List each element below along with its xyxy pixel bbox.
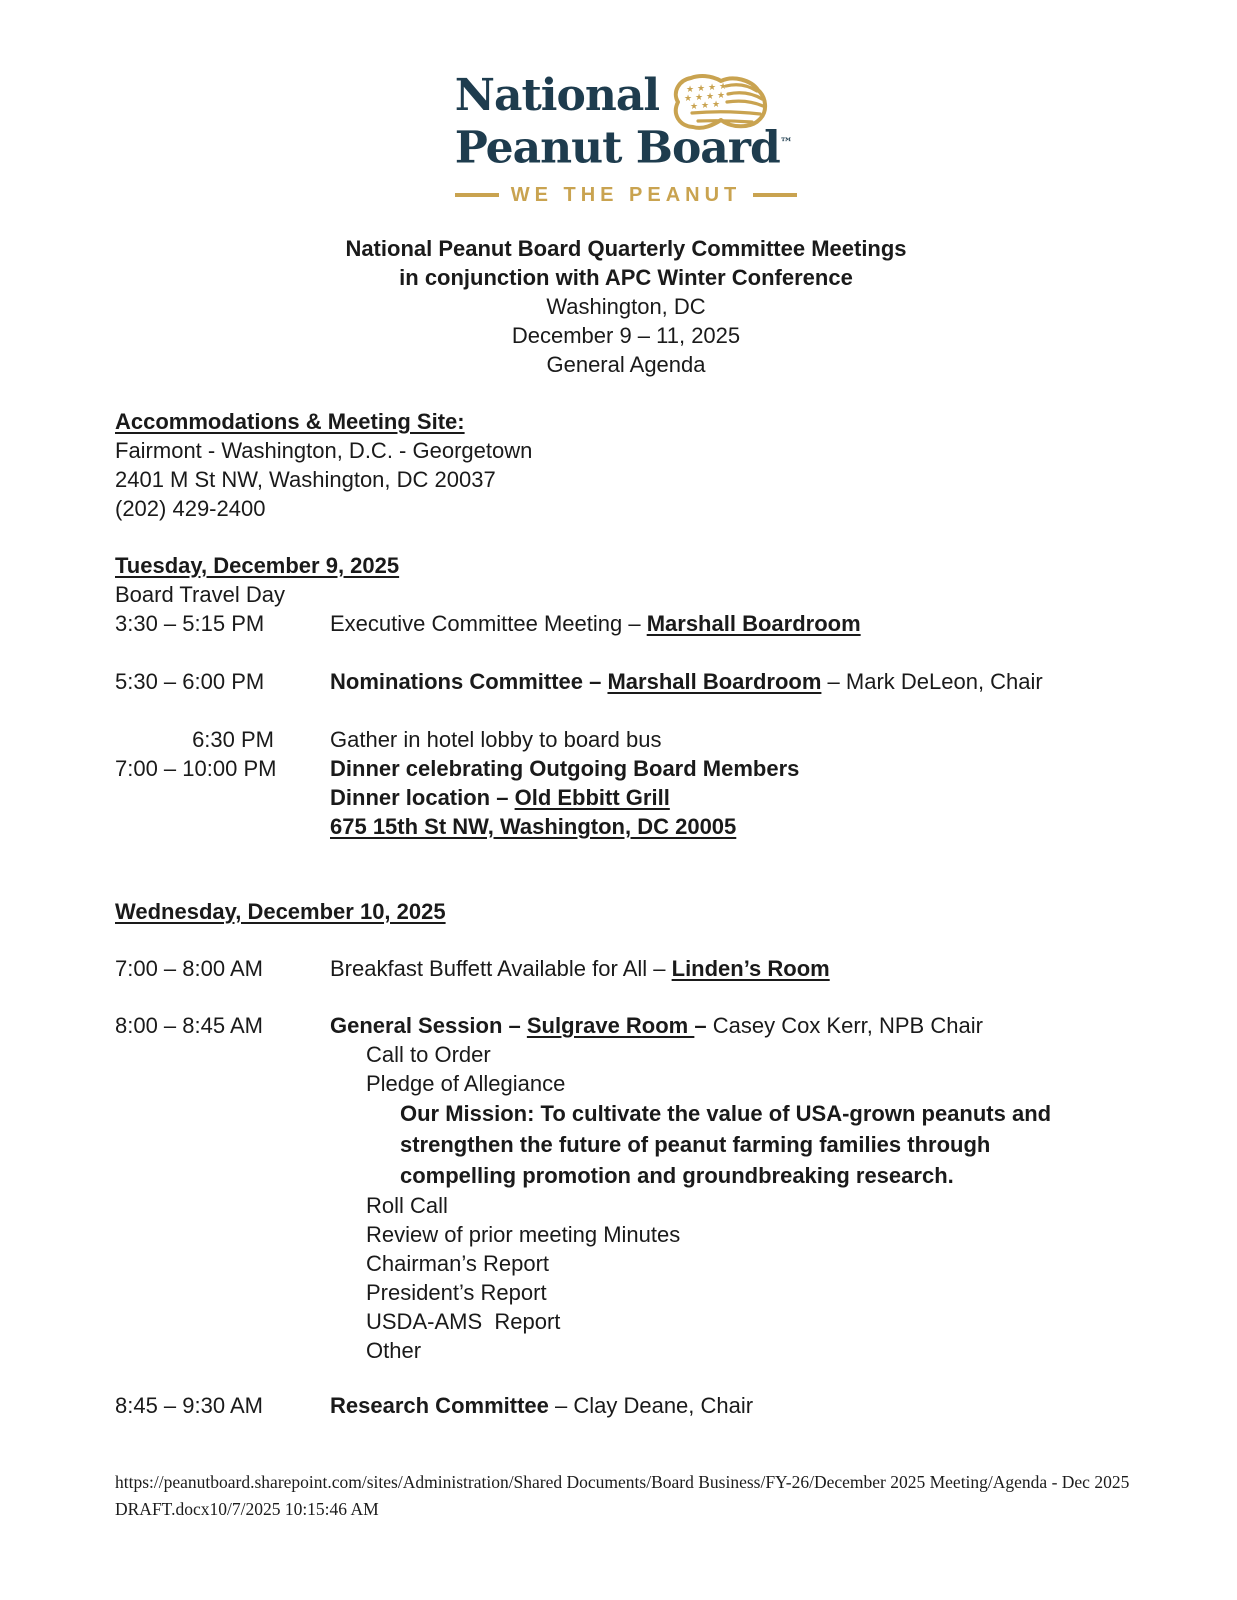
schedule-row-research-committee [115,1391,1137,1420]
title-line-2: in conjunction with APC Winter Conference [399,264,853,290]
dinner-title: Dinner celebrating Outgoing Board Members [330,755,800,781]
npb-logo [115,72,1137,210]
event-time: 6:30 PM [192,726,274,752]
accommodations-section [115,407,1137,523]
svg-text:★: ★ [708,83,717,93]
event-description: Executive Committee Meeting – Marshall Boardroom [330,610,861,636]
wednesday-heading: Wednesday, December 10, 2025 [115,898,446,924]
general-session-title: General Session – Sulgrave Room – Casey Cox Kerr, NPB Chair [330,1012,983,1038]
trademark-symbol: ™ [779,136,793,151]
agenda-item-pledge: Pledge of Allegiance [366,1070,566,1096]
svg-text:★: ★ [701,101,710,111]
wednesday-section [115,897,1137,1420]
schedule-row-general-session [115,1011,1137,1365]
schedule-row-gather-lobby [115,725,1137,754]
event-time: 8:45 – 9:30 AM [115,1392,263,1418]
hotel-phone: (202) 429-2400 [115,495,266,521]
event-time: 7:00 – 8:00 AM [115,955,263,981]
agenda-item-chairmans-report: Chairman’s Report [366,1250,550,1276]
tagline-text: WE THE PEANUT [510,183,742,206]
svg-text:★: ★ [697,84,706,94]
logo-text-national: National [454,70,660,121]
hotel-name: Fairmont - Washington, D.C. - Georgetown [115,437,533,463]
svg-text:★: ★ [695,93,704,103]
svg-text:★: ★ [706,92,715,102]
svg-text:★: ★ [686,85,695,95]
event-description: Gather in hotel lobby to board bus [330,726,662,752]
agenda-item-roll-call: Roll Call [366,1192,448,1218]
accommodations-heading: Accommodations & Meeting Site: [115,408,465,434]
title-agenda-label: General Agenda [546,351,706,377]
event-time: 5:30 – 6:00 PM [115,668,265,694]
tagline-rule-left [455,193,499,197]
event-time: 8:00 – 8:45 AM [115,1012,263,1038]
tuesday-section [115,551,1137,841]
event-time: 7:00 – 10:00 PM [115,755,277,781]
agenda-item-call-to-order: Call to Order [366,1041,491,1067]
document-title [115,234,1137,379]
agenda-item-review-minutes: Review of prior meeting Minutes [366,1221,681,1247]
schedule-row-nominations-committee [115,667,1137,696]
board-travel-day-note: Board Travel Day [115,581,285,607]
mission-statement: Our Mission: To cultivate the value of USA-grown peanuts and strengthen the future of peanut farming families through compelling promotion and groundbreaking research. [400,1100,1052,1188]
svg-text:★: ★ [712,100,721,110]
schedule-row-breakfast [115,954,1137,983]
svg-text:★: ★ [717,91,726,101]
event-time: 3:30 – 5:15 PM [115,610,265,636]
agenda-item-usda-ams-report: USDA-AMS Report [366,1308,561,1334]
schedule-row-dinner [115,754,1137,841]
event-description [330,1011,1137,1365]
tagline-rule-right [753,193,797,197]
logo-tagline [455,181,798,210]
event-description: Research Committee – Clay Deane, Chair [330,1392,754,1418]
event-description: Nominations Committee – Marshall Boardroom – Mark DeLeon, Chair [330,668,1043,694]
agenda-item-other: Other [366,1337,422,1363]
title-location: Washington, DC [546,293,706,319]
title-line-1: National Peanut Board Quarterly Committee Meetings [345,235,907,261]
event-description: Breakfast Buffett Available for All – Linden’s Room [330,955,830,981]
svg-text:★: ★ [684,94,693,104]
schedule-row-executive-committee [115,609,1137,638]
svg-text:★: ★ [690,102,699,112]
title-dates: December 9 – 11, 2025 [511,322,741,348]
dinner-address: 675 15th St NW, Washington, DC 20005 [330,813,737,839]
agenda-item-presidents-report: President’s Report [366,1279,547,1305]
document-footer-path: https://peanutboard.sharepoint.com/sites/Administration/Shared Documents/Board Business/FY-26/December 2025 Meeting/Agenda - Dec 2025 DRAFT.docx10/7/2025 10:15:46 AM [115,1472,1130,1519]
svg-text:★: ★ [719,82,728,92]
tuesday-heading: Tuesday, December 9, 2025 [115,552,400,578]
hotel-address: 2401 M St NW, Washington, DC 20037 [115,466,496,492]
dinner-location: Dinner location – Old Ebbitt Grill [330,784,670,810]
event-description [330,754,1137,841]
logo-text-peanut-board: Peanut Board™ [454,122,793,174]
